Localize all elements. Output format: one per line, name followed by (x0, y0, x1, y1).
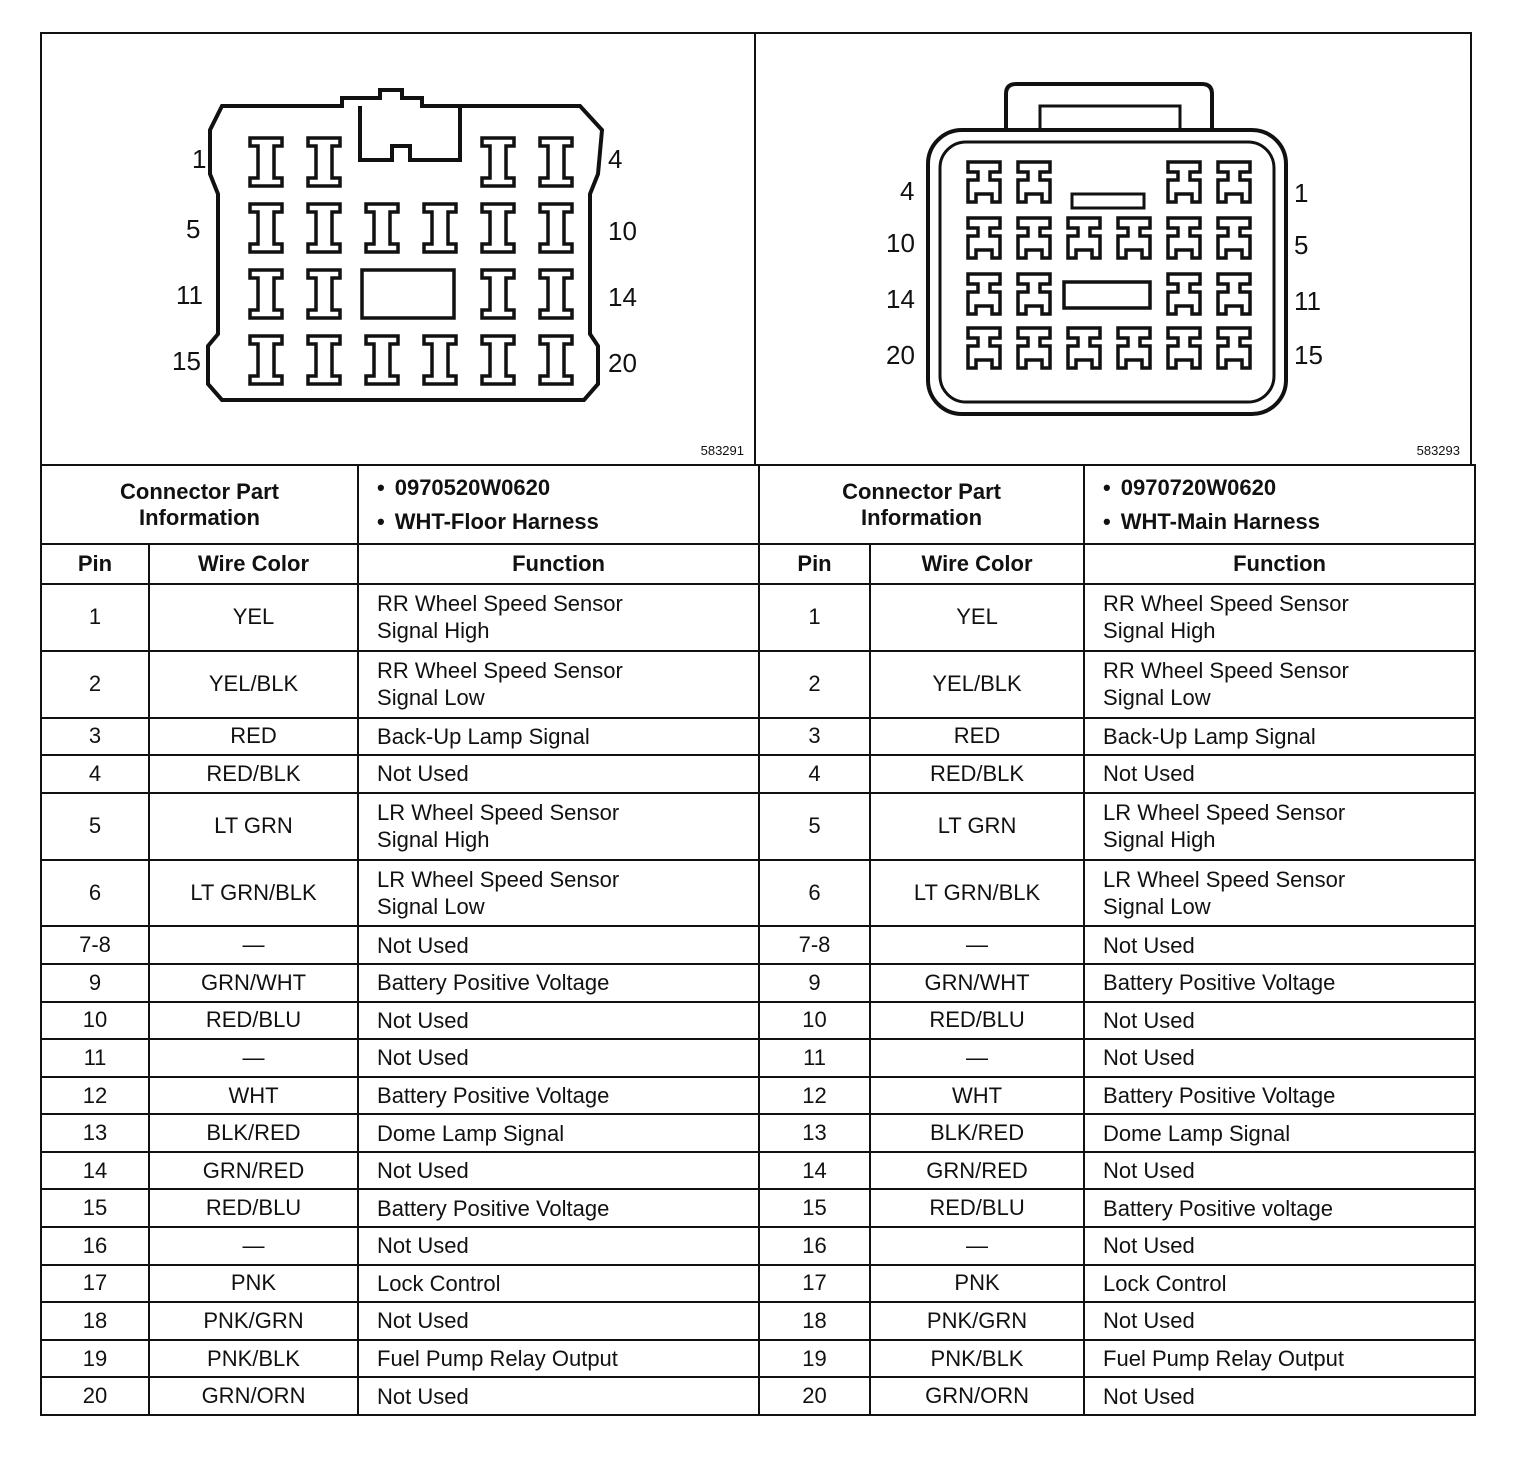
terminal-cavity (482, 204, 514, 252)
wire-color-cell: PNK/GRN (149, 1302, 358, 1340)
right-table-body (759, 584, 1475, 1415)
pin-cell: 4 (41, 755, 149, 793)
table-row (41, 1227, 759, 1265)
wire-color-cell: GRN/ORN (149, 1377, 358, 1415)
terminal-cavity (1168, 218, 1200, 258)
table-row (759, 755, 1475, 793)
pin-cell: 10 (759, 1002, 870, 1040)
wire-color-header: Wire Color (149, 544, 358, 584)
table-row (41, 651, 759, 718)
table-row (759, 1302, 1475, 1340)
wire-color-cell: RED (149, 718, 358, 756)
wire-color-cell: RED/BLU (870, 1189, 1084, 1227)
pin-cell: 11 (41, 1039, 149, 1077)
terminal-cavity (540, 138, 572, 186)
wire-color-cell: WHT (870, 1077, 1084, 1115)
left-connector-diagram (42, 34, 756, 464)
diagram-id: 583293 (1416, 443, 1460, 458)
pin-cell: 14 (759, 1152, 870, 1190)
wire-color-cell: BLK/RED (149, 1114, 358, 1152)
function-cell: Battery Positive Voltage (358, 1189, 759, 1227)
info-label-cell (759, 465, 1084, 544)
blank-cavity (362, 270, 454, 318)
wire-color-cell: BLK/RED (870, 1114, 1084, 1152)
table-row (759, 651, 1475, 718)
pin-cell: 12 (759, 1077, 870, 1115)
table-row (759, 964, 1475, 1002)
wire-color-cell: PNK (149, 1265, 358, 1303)
right-pinout-table (758, 464, 1476, 1416)
function-cell: Not Used (358, 1302, 759, 1340)
function-cell: LR Wheel Speed Sensor Signal Low (358, 860, 759, 927)
info-label: Connector Part Information (120, 478, 279, 530)
table-row (41, 1340, 759, 1378)
harness-name: • WHT-Floor Harness (377, 505, 758, 539)
table-row (759, 1227, 1475, 1265)
function-cell: Not Used (358, 1227, 759, 1265)
wire-color-cell: — (870, 1039, 1084, 1077)
function-cell: Not Used (1084, 755, 1475, 793)
pin-label: 20 (608, 348, 637, 378)
wire-color-cell: RED/BLU (149, 1189, 358, 1227)
pin-label: 11 (1294, 286, 1321, 316)
terminal-cavity (250, 138, 282, 186)
right-connector-diagram (756, 34, 1470, 464)
function-cell: Not Used (1084, 926, 1475, 964)
wire-color-cell: LT GRN/BLK (870, 860, 1084, 927)
function-cell: Battery Positive Voltage (358, 1077, 759, 1115)
terminal-cavity (1068, 218, 1100, 258)
terminal-cavity (1018, 328, 1050, 368)
terminal-cavity (308, 336, 340, 384)
terminal-cavity (308, 138, 340, 186)
function-cell: RR Wheel Speed Sensor Signal Low (1084, 651, 1475, 718)
table-row (759, 584, 1475, 651)
function-cell: Fuel Pump Relay Output (358, 1340, 759, 1378)
terminal-cavity (1168, 162, 1200, 202)
terminal-cavity (482, 138, 514, 186)
table-row (41, 1265, 759, 1303)
pin-cell: 6 (41, 860, 149, 927)
pin-label: 5 (186, 214, 201, 244)
table-row (759, 926, 1475, 964)
terminal-cavity (968, 274, 1000, 314)
table-row (41, 964, 759, 1002)
function-cell: RR Wheel Speed Sensor Signal Low (358, 651, 759, 718)
table-row (41, 926, 759, 964)
function-cell: Battery Positive Voltage (358, 964, 759, 1002)
pin-cell: 3 (759, 718, 870, 756)
pin-cell: 12 (41, 1077, 149, 1115)
wire-color-cell: — (870, 1227, 1084, 1265)
pin-cell: 13 (41, 1114, 149, 1152)
pin-cell: 3 (41, 718, 149, 756)
pin-cell: 5 (759, 793, 870, 860)
function-cell: Dome Lamp Signal (1084, 1114, 1475, 1152)
pin-cell: 19 (759, 1340, 870, 1378)
pin-cell: 16 (759, 1227, 870, 1265)
pin-cell: 18 (41, 1302, 149, 1340)
diagram-id: 583291 (700, 443, 744, 458)
table-row (759, 860, 1475, 927)
function-cell: Not Used (358, 1039, 759, 1077)
pin-label: 11 (176, 280, 203, 310)
wire-color-cell: YEL/BLK (149, 651, 358, 718)
wire-color-cell: PNK/GRN (870, 1302, 1084, 1340)
wire-color-cell: RED/BLU (870, 1002, 1084, 1040)
function-cell: Not Used (1084, 1152, 1475, 1190)
function-cell: Not Used (358, 926, 759, 964)
function-cell: Not Used (1084, 1227, 1475, 1265)
table-row (41, 1152, 759, 1190)
terminal-cavity (308, 270, 340, 318)
wire-color-cell: GRN/RED (870, 1152, 1084, 1190)
terminal-cavity (540, 336, 572, 384)
pin-header: Pin (759, 544, 870, 584)
wire-color-cell: PNK/BLK (149, 1340, 358, 1378)
wire-color-cell: GRN/WHT (149, 964, 358, 1002)
function-cell: Not Used (1084, 1377, 1475, 1415)
terminal-cavity (482, 336, 514, 384)
function-cell: Back-Up Lamp Signal (358, 718, 759, 756)
info-value-cell (358, 465, 759, 544)
pin-cell: 2 (41, 651, 149, 718)
wire-color-cell: LT GRN/BLK (149, 860, 358, 927)
function-cell: Lock Control (1084, 1265, 1475, 1303)
pin-cell: 20 (759, 1377, 870, 1415)
terminal-cavity (1168, 274, 1200, 314)
wire-color-cell: YEL (149, 584, 358, 651)
function-cell: Back-Up Lamp Signal (1084, 718, 1475, 756)
connector-tables (40, 464, 1472, 1416)
function-cell: LR Wheel Speed Sensor Signal High (1084, 793, 1475, 860)
pin-label: 4 (608, 144, 623, 174)
table-row (41, 755, 759, 793)
info-label: Connector Part Information (842, 478, 1001, 530)
pin-label: 5 (1294, 230, 1309, 260)
part-number: • 0970520W0620 (377, 471, 758, 505)
function-cell: Not Used (358, 1152, 759, 1190)
table-row (41, 1189, 759, 1227)
terminal-cavity (1068, 328, 1100, 368)
table-row (41, 718, 759, 756)
wire-color-cell: RED/BLU (149, 1002, 358, 1040)
terminal-cavity (968, 162, 1000, 202)
pin-cell: 9 (41, 964, 149, 1002)
table-row (759, 1189, 1475, 1227)
right-connector-face (756, 34, 1470, 464)
table-row (41, 1002, 759, 1040)
pin-cell: 15 (41, 1189, 149, 1227)
function-cell: Not Used (1084, 1002, 1475, 1040)
pin-cell: 18 (759, 1302, 870, 1340)
wire-color-cell: YEL/BLK (870, 651, 1084, 718)
terminal-cavity (250, 204, 282, 252)
pin-cell: 17 (41, 1265, 149, 1303)
table-row (759, 1114, 1475, 1152)
terminal-cavity (1218, 274, 1250, 314)
function-cell: LR Wheel Speed Sensor Signal Low (1084, 860, 1475, 927)
wire-color-cell: — (149, 926, 358, 964)
table-row (759, 1340, 1475, 1378)
pin-cell: 5 (41, 793, 149, 860)
pin-cell: 15 (759, 1189, 870, 1227)
wire-color-cell: PNK/BLK (870, 1340, 1084, 1378)
wire-color-cell: — (870, 926, 1084, 964)
info-label-cell (41, 465, 358, 544)
terminal-cavity (366, 204, 398, 252)
terminal-cavity (1118, 218, 1150, 258)
pin-cell: 10 (41, 1002, 149, 1040)
terminal-cavity (1118, 328, 1150, 368)
pin-cell: 6 (759, 860, 870, 927)
terminal-cavity (968, 328, 1000, 368)
pin-cell: 4 (759, 755, 870, 793)
function-cell: Lock Control (358, 1265, 759, 1303)
pin-cell: 17 (759, 1265, 870, 1303)
housing-outline (928, 130, 1286, 414)
wire-color-cell: GRN/WHT (870, 964, 1084, 1002)
lock-tab-inner (1040, 106, 1180, 130)
terminal-cavity (1018, 274, 1050, 314)
terminal-cavity (250, 336, 282, 384)
pin-header: Pin (41, 544, 149, 584)
terminal-cavity (968, 218, 1000, 258)
pin-cell: 1 (759, 584, 870, 651)
terminal-cavity (540, 270, 572, 318)
terminal-cavity (1168, 328, 1200, 368)
left-connector-face (42, 34, 756, 464)
wire-color-cell: — (149, 1227, 358, 1265)
table-row (41, 1302, 759, 1340)
pin-cell: 7-8 (759, 926, 870, 964)
info-value-cell (1084, 465, 1475, 544)
function-cell: Battery Positive Voltage (1084, 964, 1475, 1002)
table-row (41, 1077, 759, 1115)
wire-color-cell: LT GRN (870, 793, 1084, 860)
terminal-cavity (1218, 162, 1250, 202)
table-row (759, 1377, 1475, 1415)
wire-color-header: Wire Color (870, 544, 1084, 584)
harness-name: • WHT-Main Harness (1103, 505, 1474, 539)
table-row (41, 1114, 759, 1152)
terminal-cavity (1018, 218, 1050, 258)
terminal-cavity (366, 336, 398, 384)
function-cell: Not Used (1084, 1039, 1475, 1077)
terminal-cavity (1218, 218, 1250, 258)
pin-label: 20 (886, 340, 915, 370)
table-row (41, 793, 759, 860)
pin-cell: 14 (41, 1152, 149, 1190)
function-header: Function (1084, 544, 1475, 584)
part-number: • 0970720W0620 (1103, 471, 1474, 505)
function-cell: Battery Positive Voltage (1084, 1077, 1475, 1115)
pin-label: 15 (172, 346, 201, 376)
pin-cell: 13 (759, 1114, 870, 1152)
terminal-cavity (308, 204, 340, 252)
wire-color-cell: WHT (149, 1077, 358, 1115)
wire-color-cell: — (149, 1039, 358, 1077)
wire-color-cell: RED (870, 718, 1084, 756)
function-cell: LR Wheel Speed Sensor Signal High (358, 793, 759, 860)
pin-label: 15 (1294, 340, 1323, 370)
pin-cell: 9 (759, 964, 870, 1002)
key-slot (1072, 194, 1144, 208)
table-row (759, 1265, 1475, 1303)
left-terminals (250, 138, 572, 384)
table-row (759, 1077, 1475, 1115)
function-cell: Not Used (358, 1377, 759, 1415)
latch (360, 106, 460, 160)
pin-label: 10 (886, 228, 915, 258)
function-cell: RR Wheel Speed Sensor Signal High (358, 584, 759, 651)
table-row (41, 1377, 759, 1415)
wire-color-cell: PNK (870, 1265, 1084, 1303)
function-cell: Not Used (1084, 1302, 1475, 1340)
function-cell: Dome Lamp Signal (358, 1114, 759, 1152)
pin-cell: 19 (41, 1340, 149, 1378)
function-header: Function (358, 544, 759, 584)
left-pinout-table (40, 464, 760, 1416)
pin-cell: 7-8 (41, 926, 149, 964)
table-row (41, 860, 759, 927)
pin-label: 14 (886, 284, 915, 314)
terminal-cavity (424, 336, 456, 384)
function-cell: Battery Positive voltage (1084, 1189, 1475, 1227)
table-row (759, 793, 1475, 860)
wire-color-cell: GRN/ORN (870, 1377, 1084, 1415)
pin-cell: 20 (41, 1377, 149, 1415)
pin-cell: 16 (41, 1227, 149, 1265)
wire-color-cell: RED/BLK (149, 755, 358, 793)
table-row (759, 1002, 1475, 1040)
connector-sheet (40, 32, 1472, 1416)
pin-label: 14 (608, 282, 637, 312)
connector-diagrams (40, 32, 1472, 466)
wire-color-cell: GRN/RED (149, 1152, 358, 1190)
pin-label: 1 (192, 144, 207, 174)
table-row (759, 718, 1475, 756)
wire-color-cell: LT GRN (149, 793, 358, 860)
terminal-cavity (250, 270, 282, 318)
wire-color-cell: YEL (870, 584, 1084, 651)
terminal-cavity (1018, 162, 1050, 202)
pin-cell: 11 (759, 1039, 870, 1077)
table-row (759, 1152, 1475, 1190)
left-table-body (41, 584, 759, 1415)
terminal-cavity (540, 204, 572, 252)
function-cell: Not Used (358, 755, 759, 793)
pin-label: 10 (608, 216, 637, 246)
table-row (759, 1039, 1475, 1077)
pin-cell: 1 (41, 584, 149, 651)
terminal-cavity (482, 270, 514, 318)
blank-cavity (1064, 282, 1150, 308)
pin-label: 4 (900, 176, 915, 206)
terminal-cavity (1218, 328, 1250, 368)
table-row (41, 584, 759, 651)
pin-cell: 2 (759, 651, 870, 718)
function-cell: Fuel Pump Relay Output (1084, 1340, 1475, 1378)
table-row (41, 1039, 759, 1077)
wire-color-cell: RED/BLK (870, 755, 1084, 793)
function-cell: Not Used (358, 1002, 759, 1040)
terminal-cavity (424, 204, 456, 252)
pin-label: 1 (1294, 178, 1309, 208)
function-cell: RR Wheel Speed Sensor Signal High (1084, 584, 1475, 651)
